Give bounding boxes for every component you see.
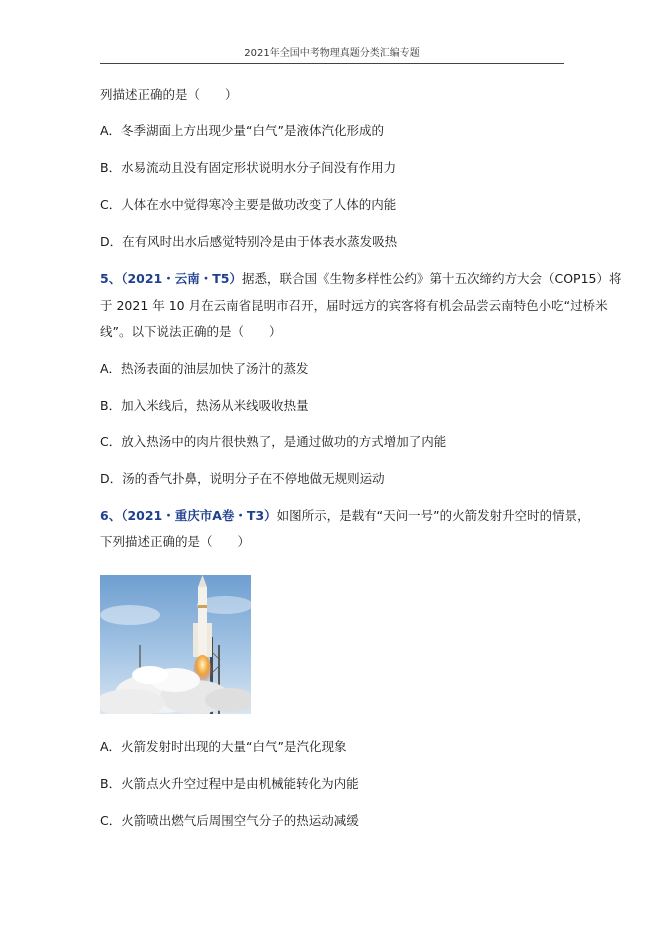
q4-option-c: C．人体在水中觉得寒冷主要是做功改变了人体的内能 xyxy=(100,197,397,212)
q4-option-b: B．水易流动且没有固定形状说明水分子间没有作用力 xyxy=(100,160,397,175)
q6-option-b: B．火箭点火升空过程中是由机械能转化为内能 xyxy=(100,776,359,791)
q5-source: （2021・云南・T5） xyxy=(121,271,242,286)
q4-stem-end: 列描述正确的是（ ） xyxy=(100,87,238,102)
q6-source: （2021・重庆市A卷・T3） xyxy=(121,508,277,523)
q5-stem-line2: 于 2021 年 10 月在云南省昆明市召开，届时远方的宾客将有机会品尝云南特色小吃“过桥米 xyxy=(100,298,608,313)
header-rule xyxy=(100,63,564,64)
q5-option-c: C．放入热汤中的肉片很快熟了，是通过做功的方式增加了内能 xyxy=(100,434,447,449)
q5-number: 5、 xyxy=(100,271,122,286)
q6-number: 6、 xyxy=(100,508,122,523)
q5-option-d: D．汤的香气扑鼻，说明分子在不停地做无规则运动 xyxy=(100,471,385,486)
q4-option-a: A．冬季湖面上方出现少量“白气”是液体汽化形成的 xyxy=(100,123,385,138)
q5-option-a: A．热汤表面的油层加快了汤汁的蒸发 xyxy=(100,361,309,376)
q4-option-d: D．在有风时出水后感觉特别冷是由于体表水蒸发吸热 xyxy=(100,234,398,249)
q6-stem-line1 xyxy=(100,508,590,524)
q5-stem-line1 xyxy=(100,271,621,287)
q5-option-b: B．加入米线后，热汤从米线吸收热量 xyxy=(100,398,309,413)
q5-stem-line3: 线”。以下说法正确的是（ ） xyxy=(100,324,282,339)
page-header: 2021年全国中考物理真题分类汇编专题 xyxy=(244,48,420,59)
q6-stem-line2: 下列描述正确的是（ ） xyxy=(100,534,251,549)
q5-stem-text: 据悉，联合国《生物多样性公约》第十五次缔约方大会（COP15）将 xyxy=(241,271,622,286)
rocket-launch-photo xyxy=(100,575,251,714)
q6-option-a: A．火箭发射时出现的大量“白气”是汽化现象 xyxy=(100,739,347,754)
q6-stem-text: 如图所示，是载有“天问一号”的火箭发射升空时的情景， xyxy=(276,508,590,523)
q6-option-c: C．火箭喷出燃气后周围空气分子的热运动减缓 xyxy=(100,813,359,828)
